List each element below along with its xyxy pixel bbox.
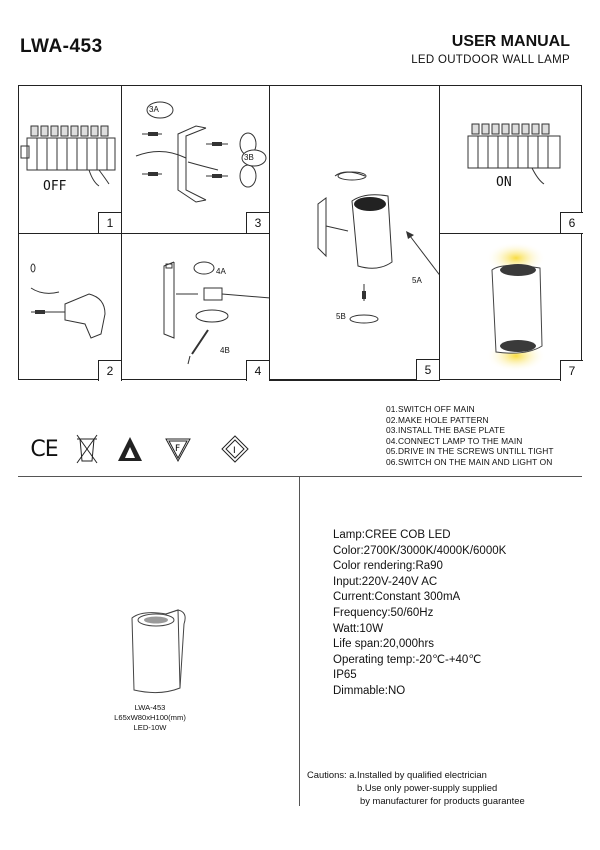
panel-3 (122, 86, 270, 234)
panel-number: 2 (98, 360, 121, 381)
product-name: LWA-453 (134, 703, 166, 712)
callout-4b: 4B (220, 346, 230, 355)
spec-watt: Watt:10W (333, 622, 384, 635)
panel-7 (440, 234, 583, 381)
panel-5 (270, 86, 440, 381)
ce-icon: CE (30, 436, 58, 462)
product-dimensions: L65xW80xH100(mm) (114, 713, 186, 722)
spec-color: Color:2700K/3000K/4000K/6000K (333, 544, 507, 557)
panel-4 (122, 234, 270, 381)
panel-number: 5 (416, 359, 439, 380)
step-item: 03.INSTALL THE BASE PLATE (386, 425, 506, 436)
class-ii-icon (115, 432, 145, 466)
on-label: ON (496, 175, 512, 190)
step-item: 01.SWITCH OFF MAIN (386, 404, 475, 414)
callout-4a: 4A (216, 267, 226, 276)
spec-life-span: Life span:20,000hrs (333, 638, 435, 651)
specifications (333, 528, 506, 700)
panel-number: 4 (246, 360, 269, 381)
product-image (120, 604, 190, 699)
f-mark-icon (163, 432, 193, 466)
spec-lamp: Lamp:CREE COB LED (333, 529, 451, 541)
callout-5b: 5B (336, 312, 346, 321)
step-item: 04.CONNECT LAMP TO THE MAIN (386, 435, 523, 446)
callout-3b: 3B (244, 153, 254, 162)
product-caption (0, 703, 300, 733)
class-mark-text: I (233, 446, 236, 456)
callout-3a: 3A (149, 105, 159, 114)
spec-dimmable: Dimmable:NO (333, 684, 406, 697)
caution-line-2: b.Use only power-supply supplied (357, 782, 498, 793)
panel-number: 7 (560, 360, 583, 381)
section-divider (18, 476, 582, 477)
class-mark-icon (218, 432, 252, 466)
step-item: 05.DRIVE IN THE SCREWS UNTILL TIGHT (386, 446, 554, 457)
wiring-illustration (122, 234, 270, 381)
cautions (307, 768, 525, 807)
manual-subtitle: LED OUTDOOR WALL LAMP (411, 54, 570, 66)
panel-number: 1 (98, 212, 121, 233)
weee-bin-icon (72, 432, 102, 466)
lamp-lit-illustration (440, 234, 583, 381)
f-mark-text: F (175, 444, 181, 454)
spec-ip-rating: IP65 (333, 669, 357, 682)
callout-5a: 5A (412, 276, 422, 285)
installation-diagram (18, 85, 582, 380)
spec-current: Current:Constant 300mA (333, 591, 461, 604)
manual-title: USER MANUAL (451, 33, 570, 50)
spec-color-rendering: Color rendering:Ra90 (333, 560, 443, 573)
caution-line-3: by manufacturer for products guarantee (360, 795, 525, 806)
spec-frequency: Frequency:50/60Hz (333, 606, 434, 619)
drill-illustration (19, 234, 122, 381)
panel-2 (19, 234, 122, 381)
lamp-assembly-illustration (270, 86, 440, 381)
step-item: 02.MAKE HOLE PATTERN (386, 414, 489, 425)
step-item: 06.SWITCH ON THE MAIN AND LIGHT ON (386, 456, 553, 467)
panel-number: 3 (246, 212, 269, 233)
caution-line-1: Cautions: a.Installed by qualified electrician (307, 769, 487, 780)
model-number: LWA-453 (20, 36, 103, 57)
spec-operating-temp: Operating temp:-20℃-+40℃ (333, 653, 482, 666)
off-label: OFF (43, 179, 67, 194)
product-power: LED-10W (133, 723, 167, 732)
panel-1 (19, 86, 122, 234)
installation-steps (386, 404, 554, 468)
panel-6 (440, 86, 583, 234)
panel-number: 6 (560, 212, 583, 233)
spec-input: Input:220V-240V AC (333, 575, 438, 588)
column-divider (299, 476, 300, 806)
